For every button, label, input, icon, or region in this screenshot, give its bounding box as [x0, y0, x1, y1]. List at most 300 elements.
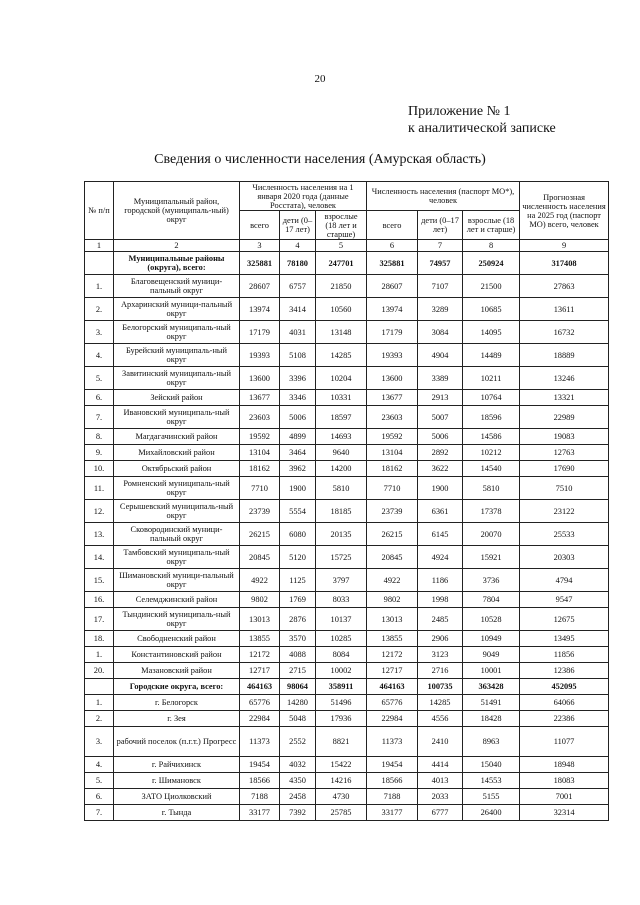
row-value: 19454 — [367, 757, 418, 773]
table-row — [85, 773, 609, 789]
row-municipality: Завитинский муниципаль-ный округ — [114, 367, 240, 390]
column-number: 6 — [367, 240, 418, 252]
row-value: 13677 — [240, 390, 280, 406]
row-value: 7188 — [367, 789, 418, 805]
row-value: 18185 — [316, 500, 367, 523]
row-value: 18889 — [520, 344, 609, 367]
column-number: 9 — [520, 240, 609, 252]
table-row — [85, 647, 609, 663]
row-value: 4556 — [418, 711, 463, 727]
row-value: 452095 — [520, 679, 609, 695]
row-value: 10331 — [316, 390, 367, 406]
row-value: 51496 — [316, 695, 367, 711]
row-value: 5810 — [463, 477, 520, 500]
row-value: 78180 — [280, 252, 316, 275]
row-number — [85, 252, 114, 275]
row-value: 13013 — [240, 608, 280, 631]
row-value: 10764 — [463, 390, 520, 406]
row-value: 10204 — [316, 367, 367, 390]
row-number: 1. — [85, 647, 114, 663]
header-adults-1: взрослые (18 лет и старше) — [316, 211, 367, 240]
row-value: 13855 — [240, 631, 280, 647]
row-value: 13495 — [520, 631, 609, 647]
row-value: 2458 — [280, 789, 316, 805]
table-row — [85, 461, 609, 477]
row-municipality: Мазановский район — [114, 663, 240, 679]
row-value: 23603 — [367, 406, 418, 429]
row-value: 18083 — [520, 773, 609, 789]
row-value: 2716 — [418, 663, 463, 679]
row-value: 4922 — [367, 569, 418, 592]
row-value: 6145 — [418, 523, 463, 546]
row-value: 6777 — [418, 805, 463, 821]
row-value: 20070 — [463, 523, 520, 546]
row-value: 8821 — [316, 727, 367, 757]
row-value: 13974 — [240, 298, 280, 321]
row-value: 2913 — [418, 390, 463, 406]
row-value: 3962 — [280, 461, 316, 477]
row-value: 18162 — [240, 461, 280, 477]
row-value: 5155 — [463, 789, 520, 805]
row-municipality: г. Тында — [114, 805, 240, 821]
row-value: 5006 — [280, 406, 316, 429]
row-value: 9802 — [240, 592, 280, 608]
row-number: 15. — [85, 569, 114, 592]
column-number-row — [85, 240, 609, 252]
row-value: 13600 — [367, 367, 418, 390]
row-municipality: Константиновский район — [114, 647, 240, 663]
row-value: 8963 — [463, 727, 520, 757]
row-value: 26400 — [463, 805, 520, 821]
column-number: 7 — [418, 240, 463, 252]
row-value: 3289 — [418, 298, 463, 321]
row-value: 2876 — [280, 608, 316, 631]
row-value: 26215 — [367, 523, 418, 546]
table-row — [85, 390, 609, 406]
row-value: 358911 — [316, 679, 367, 695]
row-value: 1125 — [280, 569, 316, 592]
row-value: 1769 — [280, 592, 316, 608]
table-row — [85, 631, 609, 647]
row-value: 5554 — [280, 500, 316, 523]
row-value: 363428 — [463, 679, 520, 695]
row-value: 25785 — [316, 805, 367, 821]
row-value: 3622 — [418, 461, 463, 477]
row-value: 17936 — [316, 711, 367, 727]
row-municipality: Свободненский район — [114, 631, 240, 647]
row-value: 7392 — [280, 805, 316, 821]
row-value: 11373 — [240, 727, 280, 757]
table-row — [85, 367, 609, 390]
row-value: 14285 — [316, 344, 367, 367]
row-value: 19393 — [367, 344, 418, 367]
row-value: 15725 — [316, 546, 367, 569]
header-adults-2: взрослые (18 лет и старше) — [463, 211, 520, 240]
row-municipality: Городские округа, всего: — [114, 679, 240, 695]
row-value: 464163 — [367, 679, 418, 695]
row-value: 3570 — [280, 631, 316, 647]
row-number: 11. — [85, 477, 114, 500]
row-value: 8084 — [316, 647, 367, 663]
row-value: 2906 — [418, 631, 463, 647]
row-number: 12. — [85, 500, 114, 523]
row-value: 1900 — [418, 477, 463, 500]
row-value: 13677 — [367, 390, 418, 406]
row-value: 7804 — [463, 592, 520, 608]
header-forecast-2025: Прогнозная численность населения на 2025 год (паспорт МО) всего, человек — [520, 182, 609, 240]
row-value: 4904 — [418, 344, 463, 367]
appendix-label — [408, 103, 556, 137]
row-value: 65776 — [367, 695, 418, 711]
row-municipality: Ивановский муниципаль-ный округ — [114, 406, 240, 429]
row-value: 14693 — [316, 429, 367, 445]
row-value: 13104 — [367, 445, 418, 461]
table-row — [85, 711, 609, 727]
row-value: 7710 — [240, 477, 280, 500]
table-row — [85, 546, 609, 569]
row-value: 4794 — [520, 569, 609, 592]
row-value: 3084 — [418, 321, 463, 344]
column-number: 2 — [114, 240, 240, 252]
row-value: 10002 — [316, 663, 367, 679]
row-value: 23739 — [240, 500, 280, 523]
row-value: 9547 — [520, 592, 609, 608]
table-row — [85, 592, 609, 608]
document-title: Сведения о численности населения (Амурская область) — [154, 152, 486, 167]
row-value: 21500 — [463, 275, 520, 298]
row-value: 5007 — [418, 406, 463, 429]
table-row — [85, 727, 609, 757]
row-number: 6. — [85, 390, 114, 406]
column-number: 3 — [240, 240, 280, 252]
row-value: 28607 — [240, 275, 280, 298]
row-value: 18162 — [367, 461, 418, 477]
row-value: 18428 — [463, 711, 520, 727]
header-passport-mo: Численность населения (паспорт МО*), человек — [367, 182, 520, 211]
row-value: 3389 — [418, 367, 463, 390]
row-value: 20135 — [316, 523, 367, 546]
row-value: 26215 — [240, 523, 280, 546]
row-number: 7. — [85, 805, 114, 821]
table-row — [85, 608, 609, 631]
row-number: 7. — [85, 406, 114, 429]
row-value: 17179 — [240, 321, 280, 344]
row-value: 4013 — [418, 773, 463, 789]
header-total-2: всего — [367, 211, 418, 240]
header-children-2: дети (0–17 лет) — [418, 211, 463, 240]
row-municipality: Магдагачинский район — [114, 429, 240, 445]
row-number: 5. — [85, 367, 114, 390]
header-total-1: всего — [240, 211, 280, 240]
row-value: 11856 — [520, 647, 609, 663]
row-value: 13246 — [520, 367, 609, 390]
row-municipality: рабочий поселок (п.г.т.) Прогресс — [114, 727, 240, 757]
row-value: 4032 — [280, 757, 316, 773]
row-municipality: Октябрьский район — [114, 461, 240, 477]
row-value: 19592 — [367, 429, 418, 445]
row-municipality: Серышевский муниципаль-ный округ — [114, 500, 240, 523]
row-value: 3396 — [280, 367, 316, 390]
row-value: 23739 — [367, 500, 418, 523]
row-value: 13321 — [520, 390, 609, 406]
row-value: 4730 — [316, 789, 367, 805]
column-number: 1 — [85, 240, 114, 252]
row-value: 1186 — [418, 569, 463, 592]
row-value: 9049 — [463, 647, 520, 663]
row-value: 5810 — [316, 477, 367, 500]
row-value: 74957 — [418, 252, 463, 275]
row-value: 250924 — [463, 252, 520, 275]
row-municipality: г. Зея — [114, 711, 240, 727]
row-number: 17. — [85, 608, 114, 631]
row-value: 12172 — [367, 647, 418, 663]
row-value: 3346 — [280, 390, 316, 406]
table-row — [85, 477, 609, 500]
row-value: 7107 — [418, 275, 463, 298]
table-body — [85, 240, 609, 821]
column-number: 4 — [280, 240, 316, 252]
row-value: 6080 — [280, 523, 316, 546]
row-municipality: Михайловский район — [114, 445, 240, 461]
row-municipality: Селемджинский район — [114, 592, 240, 608]
row-value: 27863 — [520, 275, 609, 298]
row-number: 18. — [85, 631, 114, 647]
row-value: 10212 — [463, 445, 520, 461]
row-value: 14095 — [463, 321, 520, 344]
row-value: 14540 — [463, 461, 520, 477]
row-municipality: г. Райчихинск — [114, 757, 240, 773]
row-value: 4350 — [280, 773, 316, 789]
row-value: 18948 — [520, 757, 609, 773]
row-value: 11077 — [520, 727, 609, 757]
row-value: 28607 — [367, 275, 418, 298]
row-value: 3797 — [316, 569, 367, 592]
row-municipality: Ромненский муниципаль-ный округ — [114, 477, 240, 500]
row-value: 64066 — [520, 695, 609, 711]
row-value: 14489 — [463, 344, 520, 367]
column-number: 5 — [316, 240, 367, 252]
table-row — [85, 695, 609, 711]
row-value: 7001 — [520, 789, 609, 805]
row-municipality: Зейский район — [114, 390, 240, 406]
row-number: 3. — [85, 321, 114, 344]
row-value: 4922 — [240, 569, 280, 592]
row-value: 12386 — [520, 663, 609, 679]
row-value: 14553 — [463, 773, 520, 789]
row-value: 10137 — [316, 608, 367, 631]
row-value: 12763 — [520, 445, 609, 461]
row-municipality: Белогорский муниципаль-ный округ — [114, 321, 240, 344]
row-value: 18597 — [316, 406, 367, 429]
row-municipality: г. Шимановск — [114, 773, 240, 789]
table-row — [85, 275, 609, 298]
row-number — [85, 679, 114, 695]
row-value: 12717 — [240, 663, 280, 679]
table-row — [85, 321, 609, 344]
row-value: 325881 — [367, 252, 418, 275]
row-number: 20. — [85, 663, 114, 679]
table-row — [85, 298, 609, 321]
row-value: 5108 — [280, 344, 316, 367]
row-value: 3736 — [463, 569, 520, 592]
row-value: 10285 — [316, 631, 367, 647]
row-value: 9640 — [316, 445, 367, 461]
row-value: 2715 — [280, 663, 316, 679]
row-value: 2485 — [418, 608, 463, 631]
row-value: 14285 — [418, 695, 463, 711]
table-row — [85, 429, 609, 445]
row-value: 17179 — [367, 321, 418, 344]
row-municipality: Сковородинский муници-пальный округ — [114, 523, 240, 546]
row-number: 16. — [85, 592, 114, 608]
table-row — [85, 500, 609, 523]
row-value: 325881 — [240, 252, 280, 275]
row-value: 5120 — [280, 546, 316, 569]
row-value: 5006 — [418, 429, 463, 445]
row-value: 14586 — [463, 429, 520, 445]
appendix-line-1: Приложение № 1 — [408, 104, 511, 119]
row-value: 19592 — [240, 429, 280, 445]
column-number: 8 — [463, 240, 520, 252]
row-number: 4. — [85, 344, 114, 367]
row-value: 13148 — [316, 321, 367, 344]
row-value: 4031 — [280, 321, 316, 344]
row-value: 13611 — [520, 298, 609, 321]
table-row — [85, 445, 609, 461]
row-number: 13. — [85, 523, 114, 546]
row-value: 10685 — [463, 298, 520, 321]
row-value: 19454 — [240, 757, 280, 773]
row-value: 9802 — [367, 592, 418, 608]
row-municipality: ЗАТО Циолковский — [114, 789, 240, 805]
row-value: 10001 — [463, 663, 520, 679]
row-value: 4414 — [418, 757, 463, 773]
header-children-1: дети (0–17 лет) — [280, 211, 316, 240]
row-municipality: Благовещенский муници-пальный округ — [114, 275, 240, 298]
row-number: 3. — [85, 727, 114, 757]
row-value: 15921 — [463, 546, 520, 569]
table-row — [85, 663, 609, 679]
row-value: 18566 — [240, 773, 280, 789]
row-value: 5048 — [280, 711, 316, 727]
row-municipality: г. Белогорск — [114, 695, 240, 711]
table-row — [85, 805, 609, 821]
header-municipality: Муниципальный район, городской (муниципаль-ный) округ — [114, 182, 240, 240]
row-value: 2892 — [418, 445, 463, 461]
row-value: 3414 — [280, 298, 316, 321]
row-value: 13855 — [367, 631, 418, 647]
row-municipality: Архаринский муници-пальный округ — [114, 298, 240, 321]
row-value: 2552 — [280, 727, 316, 757]
row-value: 2033 — [418, 789, 463, 805]
row-value: 13974 — [367, 298, 418, 321]
page-number: 20 — [314, 73, 326, 85]
row-number: 10. — [85, 461, 114, 477]
table-row — [85, 789, 609, 805]
row-value: 21850 — [316, 275, 367, 298]
row-value: 25533 — [520, 523, 609, 546]
row-value: 32314 — [520, 805, 609, 821]
row-value: 20303 — [520, 546, 609, 569]
table-row — [85, 569, 609, 592]
table-row — [85, 757, 609, 773]
row-value: 13600 — [240, 367, 280, 390]
row-value: 10211 — [463, 367, 520, 390]
row-value: 14216 — [316, 773, 367, 789]
row-value: 23122 — [520, 500, 609, 523]
row-value: 6757 — [280, 275, 316, 298]
row-number: 1. — [85, 275, 114, 298]
row-number: 2. — [85, 711, 114, 727]
row-value: 15422 — [316, 757, 367, 773]
row-value: 7188 — [240, 789, 280, 805]
table-row — [85, 523, 609, 546]
header-number: № п/п — [85, 182, 114, 240]
row-value: 10560 — [316, 298, 367, 321]
table-total-row — [85, 679, 609, 695]
row-value: 14280 — [280, 695, 316, 711]
row-value: 11373 — [367, 727, 418, 757]
row-number: 5. — [85, 773, 114, 789]
row-value: 10949 — [463, 631, 520, 647]
row-value: 17378 — [463, 500, 520, 523]
row-value: 20845 — [367, 546, 418, 569]
row-value: 51491 — [463, 695, 520, 711]
appendix-line-2: к аналитической записке — [408, 121, 556, 136]
row-number: 4. — [85, 757, 114, 773]
row-number: 14. — [85, 546, 114, 569]
row-number: 6. — [85, 789, 114, 805]
row-value: 22984 — [367, 711, 418, 727]
table-row — [85, 344, 609, 367]
table-total-row — [85, 252, 609, 275]
row-value: 3123 — [418, 647, 463, 663]
row-value: 22984 — [240, 711, 280, 727]
row-value: 12172 — [240, 647, 280, 663]
row-value: 33177 — [240, 805, 280, 821]
row-municipality: Тындинский муниципаль-ный округ — [114, 608, 240, 631]
row-value: 18566 — [367, 773, 418, 789]
row-value: 8033 — [316, 592, 367, 608]
row-value: 65776 — [240, 695, 280, 711]
row-value: 98064 — [280, 679, 316, 695]
row-value: 15040 — [463, 757, 520, 773]
row-value: 22386 — [520, 711, 609, 727]
row-value: 10528 — [463, 608, 520, 631]
row-number: 1. — [85, 695, 114, 711]
row-municipality: Муниципальные районы (округа), всего: — [114, 252, 240, 275]
table-row — [85, 406, 609, 429]
row-number: 2. — [85, 298, 114, 321]
row-value: 12717 — [367, 663, 418, 679]
row-value: 7710 — [367, 477, 418, 500]
row-value: 2410 — [418, 727, 463, 757]
row-value: 464163 — [240, 679, 280, 695]
row-value: 4899 — [280, 429, 316, 445]
row-value: 7510 — [520, 477, 609, 500]
row-municipality: Шимановский муници-пальный округ — [114, 569, 240, 592]
row-number: 8. — [85, 429, 114, 445]
row-value: 4088 — [280, 647, 316, 663]
header-rosstat-2020: Численность населения на 1 января 2020 года (данные Росстата), человек — [240, 182, 367, 211]
row-value: 3464 — [280, 445, 316, 461]
row-value: 12675 — [520, 608, 609, 631]
row-value: 19083 — [520, 429, 609, 445]
row-value: 17690 — [520, 461, 609, 477]
row-value: 18596 — [463, 406, 520, 429]
row-value: 6361 — [418, 500, 463, 523]
row-value: 16732 — [520, 321, 609, 344]
